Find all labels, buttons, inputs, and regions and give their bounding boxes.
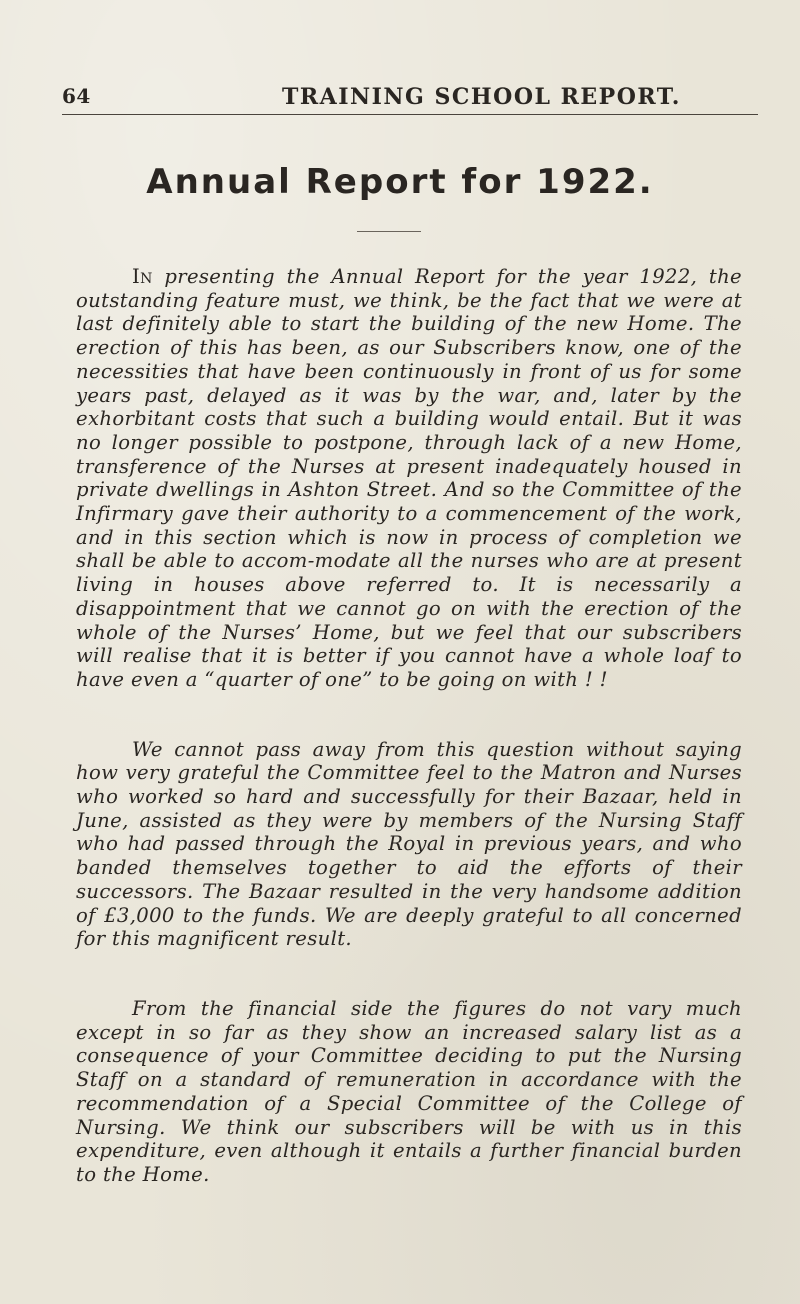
paragraph-3 bbox=[76, 997, 742, 1187]
paragraph-1 bbox=[76, 265, 742, 692]
report-title: Annual Report for 1922. bbox=[146, 162, 654, 202]
paragraph-1-lead: In bbox=[132, 265, 153, 288]
report-body bbox=[76, 265, 742, 1187]
paragraph-3-text: From the financial side the figures do not vary much except in so far as they show an increased salary list as a consequence of your Committee deciding to put the Nursing Staff on a standard of remuneration in accordance with the recommendation of a Special Committee of the College of Nursing. We think our subscribers will be with us in this expenditure, even although it entails a further financial burden to the Home. bbox=[76, 996, 742, 1186]
running-header bbox=[62, 84, 762, 112]
page-number: 64 bbox=[62, 84, 91, 108]
header-rule bbox=[62, 114, 758, 115]
title-rule bbox=[357, 231, 421, 232]
paragraph-2 bbox=[76, 738, 742, 951]
paragraph-2-text: We cannot pass away from this question without saying how very grateful the Committee feel to the Matron and Nurses who worked so hard and successfully for their Bazaar, held in June, assisted as they were by members of the Nursing Staff who had passed through the Royal in previous years, and who banded themselves together to aid the efforts of their successors. The Bazaar resulted in the very handsome addition of £3,000 to the funds. We are deeply grateful to all concerned for this magnificent result. bbox=[76, 737, 742, 951]
running-title: TRAINING SCHOOL REPORT. bbox=[282, 84, 681, 110]
paragraph-1-text: presenting the Annual Report for the year 1922, the outstanding feature must, we think, be the fact that we were at last definitely able to start the building of the new Home. The erection of this has been, as our Subscribers know, one of the necessities that have been continuously in front of us for some years past, delayed as it was by the war, and, later by the exhorbitant costs that such a building would entail. But it was no longer possible to postpone, through lack of a new Home, transference of the Nurses at present inadequately housed in private dwellings in Ashton Street. And so the Committee of the Infirmary gave their authority to a commencement of the work, and in this section which is now in process of completion we shall be able to accom-modate all the nurses who are at present living in houses above referred to. It is necessarily a disappointment that we cannot go on with the erection of the whole of the Nurses’ Home, but we feel that our subscribers will realise that it is better if you cannot have a whole loaf to have even a “quarter of one” to be going on with ! ! bbox=[76, 265, 742, 691]
